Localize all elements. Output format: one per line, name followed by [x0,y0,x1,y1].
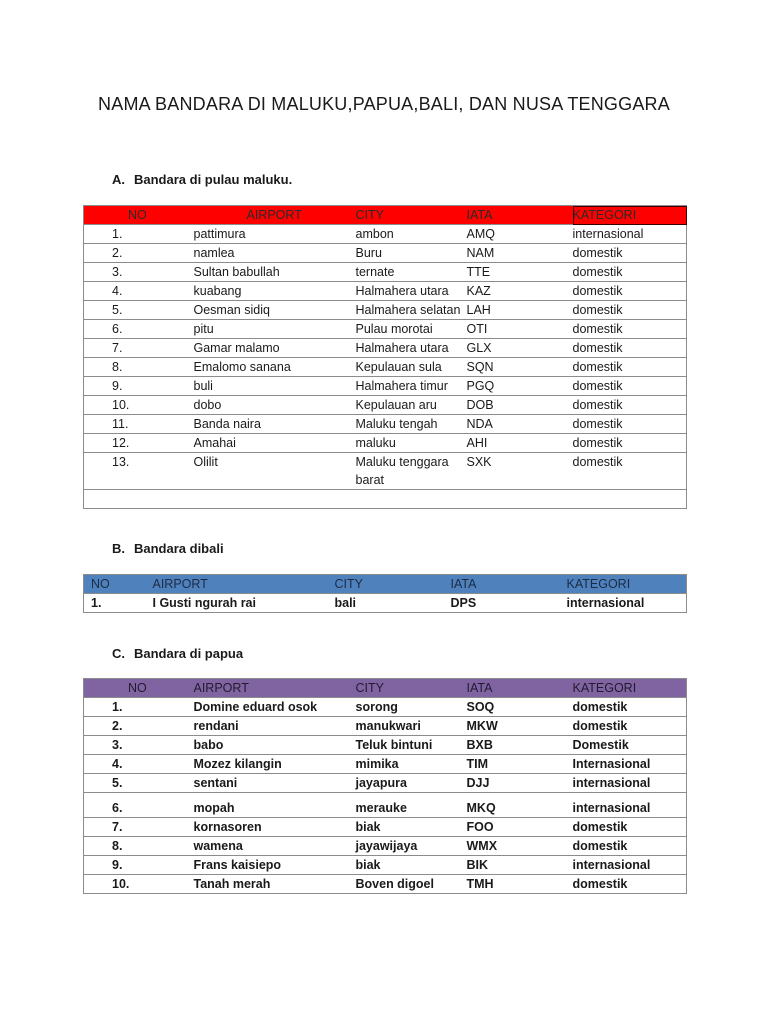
cell-kategori: internasional [573,793,687,818]
cell-city: Halmahera timur [356,377,467,396]
cell-city: Boven digoel [356,875,467,894]
table-row [84,837,687,856]
header-city: CITY [335,575,451,594]
cell-city: manukwari [356,717,467,736]
cell-iata: BIK [467,856,573,875]
cell-airport: babo [189,736,356,755]
bali-table-body [84,594,687,613]
cell-no: 6. [84,793,189,818]
header-no: NO [84,679,189,698]
cell-iata: AMQ [467,225,573,244]
cell-kategori: domestik [573,320,687,339]
table-row [84,320,687,339]
table-row [84,594,687,613]
cell-kategori: domestik [573,301,687,320]
cell-kategori: domestik [573,358,687,377]
cell-kategori: domestik [573,415,687,434]
section-letter: B. [112,541,125,556]
cell-no: 1. [84,594,153,613]
cell-iata: GLX [467,339,573,358]
cell-no: 9. [84,377,189,396]
cell-no: 9. [84,856,189,875]
table-row [84,698,687,717]
table-header-row [84,679,687,698]
papua-airport-table [83,678,687,894]
papua-table-body [84,698,687,894]
bali-airport-table [83,574,687,613]
header-airport: AIRPORT [189,679,356,698]
cell-airport: kuabang [189,282,356,301]
cell-no: 3. [84,736,189,755]
cell-airport: mopah [189,793,356,818]
section-letter: C. [112,646,125,661]
cell-iata: NAM [467,244,573,263]
cell-iata: KAZ [467,282,573,301]
section-title: Bandara di papua [134,646,244,661]
cell-no: 1. [84,698,189,717]
cell-kategori: domestik [573,698,687,717]
cell-city: Teluk bintuni [356,736,467,755]
cell-city: biak [356,856,467,875]
cell-airport: Banda naira [189,415,356,434]
cell-airport: Tanah merah [189,875,356,894]
header-iata: IATA [467,206,573,225]
cell-iata: NDA [467,415,573,434]
cell-city: Kepulauan aru [356,396,467,415]
cell-city: ambon [356,225,467,244]
table-header-row [84,206,687,225]
table-row [84,875,687,894]
cell-iata: MKW [467,717,573,736]
cell-iata: TMH [467,875,573,894]
cell-airport: rendani [189,717,356,736]
cell-airport: Oesman sidiq [189,301,356,320]
cell-kategori: internasional [567,594,687,613]
cell-iata: TIM [467,755,573,774]
cell-iata: PGQ [467,377,573,396]
cell-airport: pattimura [189,225,356,244]
cell-kategori: domestik [573,875,687,894]
cell-no: 13. [84,453,189,490]
cell-city: Halmahera selatan [356,301,467,320]
cell-no: 3. [84,263,189,282]
cell-city: mimika [356,755,467,774]
cell-no: 2. [84,717,189,736]
section-heading-maluku [112,172,292,187]
header-city: CITY [356,679,467,698]
section-letter: A. [112,172,125,187]
cell-no: 7. [84,818,189,837]
cell-airport: buli [189,377,356,396]
header-no: NO [84,575,153,594]
table-row [84,282,687,301]
cell-iata: SQN [467,358,573,377]
table-row [84,301,687,320]
cell-airport: Emalomo sanana [189,358,356,377]
header-airport: AIRPORT [189,206,356,225]
header-airport: AIRPORT [153,575,335,594]
cell-no: 12. [84,434,189,453]
cell-iata: DJJ [467,774,573,793]
cell-city: bali [335,594,451,613]
table-row [84,793,687,818]
cell-airport: Gamar malamo [189,339,356,358]
cell-kategori: domestik [573,377,687,396]
cell-no: 5. [84,774,189,793]
cell-no: 10. [84,875,189,894]
cell-city: Buru [356,244,467,263]
cell-iata: WMX [467,837,573,856]
table-header-row [84,575,687,594]
page-title: NAMA BANDARA DI MALUKU,PAPUA,BALI, DAN NUSA TENGGARA [98,94,670,114]
cell-kategori: domestik [573,244,687,263]
cell-city: Halmahera utara [356,282,467,301]
cell-no: 7. [84,339,189,358]
cell-iata: DOB [467,396,573,415]
cell-iata: SOQ [467,698,573,717]
table-row [84,717,687,736]
cell-airport: pitu [189,320,356,339]
cell-airport: kornasoren [189,818,356,837]
header-no: NO [84,206,189,225]
cell-city: ternate [356,263,467,282]
table-row [84,244,687,263]
table-row [84,453,687,490]
cell-iata: TTE [467,263,573,282]
cell-city: Pulau morotai [356,320,467,339]
cell-airport: I Gusti ngurah rai [153,594,335,613]
cell-kategori: Domestik [573,736,687,755]
maluku-airport-table [83,205,687,509]
table-row [84,396,687,415]
cell-city: merauke [356,793,467,818]
cell-iata: SXK [467,453,573,490]
section-title: Bandara di pulau maluku. [134,172,293,187]
cell-kategori: domestik [573,818,687,837]
cell-iata: LAH [467,301,573,320]
cell-airport: Olilit [189,453,356,490]
table-row [84,755,687,774]
section-heading-bali [112,541,224,556]
cell-airport: namlea [189,244,356,263]
cell-kategori: Internasional [573,755,687,774]
cell-kategori: domestik [573,434,687,453]
cell-airport: dobo [189,396,356,415]
table-row [84,263,687,282]
cell-no: 4. [84,282,189,301]
cell-no: 2. [84,244,189,263]
section-heading-papua [112,646,243,661]
cell-airport: Sultan babullah [189,263,356,282]
table-row [84,856,687,875]
cell-airport: Mozez kilangin [189,755,356,774]
table-row [84,774,687,793]
cell-airport: Frans kaisiepo [189,856,356,875]
cell-city: Maluku tengah [356,415,467,434]
cell-no: 8. [84,837,189,856]
empty-row [84,490,687,509]
header-kategori: KATEGORI [573,679,687,698]
cell-iata: DPS [451,594,567,613]
table-row [84,339,687,358]
header-iata: IATA [451,575,567,594]
cell-no: 10. [84,396,189,415]
cell-kategori: domestik [573,453,687,490]
cell-city: Kepulauan sula [356,358,467,377]
cell-city: sorong [356,698,467,717]
cell-kategori: domestik [573,717,687,736]
cell-airport: Amahai [189,434,356,453]
cell-kategori: internasional [573,856,687,875]
cell-kategori: domestik [573,339,687,358]
header-kategori: KATEGORI [567,575,687,594]
cell-iata: BXB [467,736,573,755]
cell-airport: sentani [189,774,356,793]
cell-iata: OTI [467,320,573,339]
cell-city: Halmahera utara [356,339,467,358]
cell-kategori: internasional [573,225,687,244]
table-row [84,415,687,434]
cell-no: 11. [84,415,189,434]
cell-city: biak [356,818,467,837]
cell-no: 4. [84,755,189,774]
table-row [84,358,687,377]
cell-no: 8. [84,358,189,377]
cell-kategori: domestik [573,837,687,856]
section-title: Bandara dibali [134,541,224,556]
table-row [84,225,687,244]
cell-kategori: domestik [573,396,687,415]
header-kategori: KATEGORI [573,206,687,225]
header-iata: IATA [467,679,573,698]
cell-no: 6. [84,320,189,339]
header-city: CITY [356,206,467,225]
table-row [84,736,687,755]
cell-iata: FOO [467,818,573,837]
cell-iata: MKQ [467,793,573,818]
cell-city: jayawijaya [356,837,467,856]
cell-city: Maluku tenggara barat [356,453,467,490]
cell-city: maluku [356,434,467,453]
cell-iata: AHI [467,434,573,453]
cell-kategori: internasional [573,774,687,793]
table-row [84,818,687,837]
cell-kategori: domestik [573,282,687,301]
table-row [84,434,687,453]
cell-city: jayapura [356,774,467,793]
cell-no: 1. [84,225,189,244]
table-row [84,377,687,396]
maluku-table-body [84,225,687,490]
cell-airport: Domine eduard osok [189,698,356,717]
cell-no: 5. [84,301,189,320]
cell-kategori: domestik [573,263,687,282]
cell-airport: wamena [189,837,356,856]
